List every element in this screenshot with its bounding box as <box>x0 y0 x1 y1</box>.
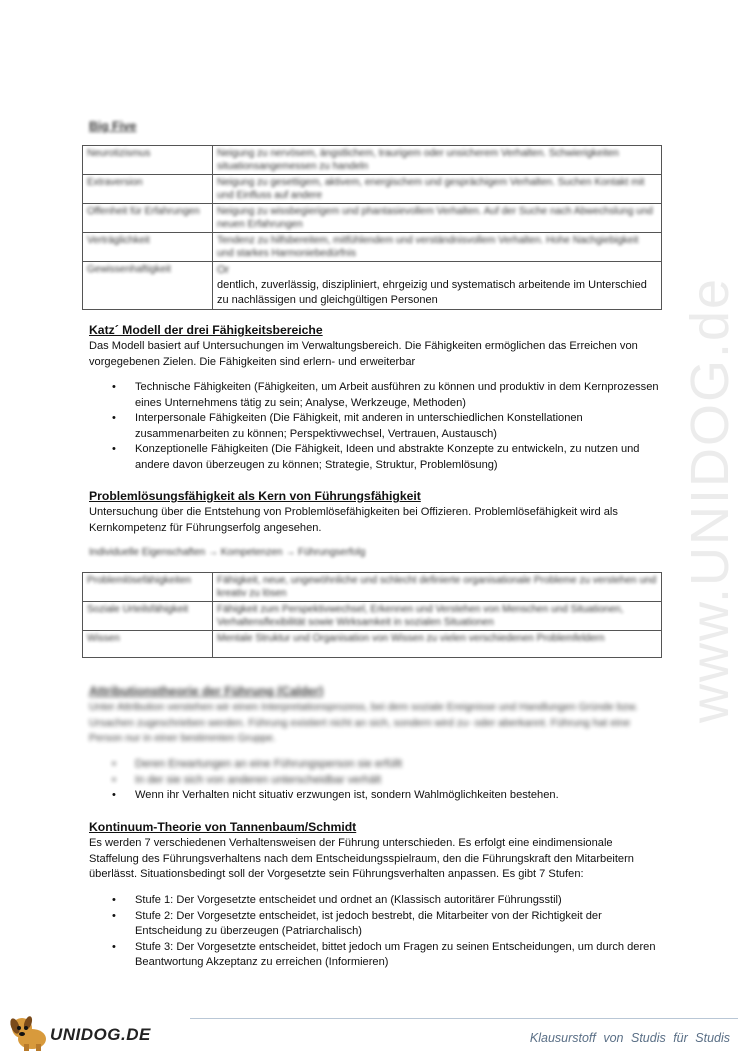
trait-text: Neigung zu wissbegierigem und phantasievollem Verhalten. Auf der Suche nach Abwechslung und neuen Erfahrungen <box>213 204 662 233</box>
problem-table <box>82 572 662 658</box>
list-item: • Konzeptionelle Fähigkeiten (Die Fähigkeit, Ideen und abstrakte Konzepte zu entwickeln, zu nutzen und andere davon überzeugen zu können; Strategie, Struktur, Problemlösung) <box>112 442 664 473</box>
table-row <box>83 631 662 658</box>
trait-label: Verträglichkeit <box>83 233 213 262</box>
table-row <box>83 175 662 204</box>
logo-text: UNIDOG.DE <box>50 1025 151 1044</box>
problem-heading: Problemlösungsfähigkeit als Kern von Führungsfähigkeit <box>89 489 421 503</box>
table-row <box>83 262 662 310</box>
trait-text: Neigung zu gesettigem, aktivem, energischem und gesprächigem Verhalten. Suchen Kontakt mit und Einfluss auf andere <box>213 175 662 204</box>
trait-text: Tendenz zu hilfsbereitem, mitfühlendem und verständnisvollem Verhalten. Hohe Nachgiebigkeit und starkes Harmoniebedürfnis <box>213 233 662 262</box>
list-item: • Stufe 1: Der Vorgesetzte entscheidet und ordnet an (Klassisch autoritärer Führungsstil) <box>112 893 664 909</box>
trait-label: Offenheit für Erfahrungen <box>83 204 213 233</box>
table-row <box>83 146 662 175</box>
trait-label: Extraversion <box>83 175 213 204</box>
list-item: • Stufe 3: Der Vorgesetzte entscheidet, bittet jedoch um Fragen zu seinen Entscheidungen, um durch deren Beantwortung Akzeptanz zu erreichen (Informieren) <box>112 940 664 971</box>
attribution-intro: Unter Attribution verstehen wir einen Interpretationsprozess, bei dem soziale Ereignisse und Handlungen Gründe bzw. Ursachen zugeschrieben werden. Führung existiert nicht an sich, sondern wird zu- oder aberkannt. Führung hat eine Person nur in einer bestimmten Gruppe. <box>89 701 638 745</box>
unidog-logo <box>8 1014 158 1054</box>
kontinuum-heading: Kontinuum-Theorie von Tannenbaum/Schmidt <box>89 820 357 834</box>
skill-label: Wissen <box>83 631 213 658</box>
trait-text-cell <box>213 262 662 310</box>
big-five-table <box>82 145 662 310</box>
table-row <box>83 573 662 602</box>
katz-list <box>112 380 664 474</box>
skill-text: Fähigkeit zum Perspektivwechsel, Erkennen und Verstehen von Menschen und Situationen, Verhaltensflexibilität sowie Wirksamkeit in sozialen Situationen <box>213 602 662 631</box>
watermark-text: www.UNIDOG.de <box>680 276 740 724</box>
attribution-heading: Attributionstheorie der Führung (Calder) <box>89 684 324 698</box>
list-item: • In der sie sich von anderen unterscheidbar verhält <box>112 773 664 789</box>
skill-text: Fähigkeit, neue, ungewöhnliche und schlecht definierte organisationale Probleme zu verstehen und kreativ zu lösen <box>213 573 662 602</box>
list-item: • Wenn ihr Verhalten nicht situativ erzwungen ist, sondern Wahlmöglichkeiten bestehen. <box>112 788 664 804</box>
attribution-list <box>112 757 664 804</box>
problem-flow: Individuelle Eigenschaften → Kompetenzen → Führungserfolg <box>89 547 366 558</box>
table-row <box>83 233 662 262</box>
dog-icon <box>8 1014 50 1052</box>
katz-heading: Katz´ Modell der drei Fähigkeitsbereiche <box>89 323 323 337</box>
table-row <box>83 602 662 631</box>
kontinuum-list <box>112 893 664 971</box>
big-five-heading: Big Five <box>89 119 137 133</box>
problem-intro: Untersuchung über die Entstehung von Problemlösefähigkeiten bei Offizieren. Problemlösefähigkeit wird als Kernkompetenz für Führungserfolg angesehen. <box>89 506 618 534</box>
trait-text: dentlich, zuverlässig, diszipliniert, ehrgeizig und systematisch arbeitende im Unterschied zu nachlässigen und gleichgültigen Personen <box>217 279 647 306</box>
trait-text-blurred: Or <box>217 264 230 276</box>
list-item: • Interpersonale Fähigkeiten (Die Fähigkeit, mit anderen in unterschiedlichen Konstellationen zusammenarbeiten zu können; Perspektivwechsel, Vertrauen, Austausch) <box>112 411 664 442</box>
footer-divider <box>190 1018 738 1019</box>
trait-label: Gewissenhaftigkeit <box>83 262 213 310</box>
table-row <box>83 204 662 233</box>
trait-text: Neigung zu nervösem, ängstlichem, traurigem oder unsicherem Verhalten. Schwierigkeiten situationsangemessen zu handeln <box>213 146 662 175</box>
list-item: • Technische Fähigkeiten (Fähigkeiten, um Arbeit ausführen zu können und produktiv in dem Kernprozessen eines Unternehmens tätig zu sein; Analyse, Werkzeuge, Methoden) <box>112 380 664 411</box>
list-item: • Deren Erwartungen an eine Führungsperson sie erfüllt <box>112 757 664 773</box>
kontinuum-intro: Es werden 7 verschiedenen Verhaltensweisen der Führung unterschieden. Es erfolgt eine eindimensionale Staffelung des Führungsverhaltens nach dem Entscheidungsspielraum, den die Führungskraft den Mitarbeitern überlässt. Situationsbedingt soll der Vorgesetzte sein Führungsverhalten anpassen. Es gibt 7 Stufen: <box>89 837 634 881</box>
trait-label: Neurotizismus <box>83 146 213 175</box>
list-item: • Stufe 2: Der Vorgesetzte entscheidet, ist jedoch bestrebt, die Mitarbeiter von der Richtigkeit der Entscheidung zu überzeugen (Patriarchalisch) <box>112 909 664 940</box>
skill-text: Mentale Struktur und Organisation von Wissen zu vielen verschiedenen Problemfeldern <box>213 631 662 658</box>
skill-label: Problemlösefähigkeiten <box>83 573 213 602</box>
skill-label: Soziale Urteilsfähigkeit <box>83 602 213 631</box>
footer-slogan: Klausurstoff von Studis für Studis <box>529 1031 730 1045</box>
katz-intro: Das Modell basiert auf Untersuchungen im Verwaltungsbereich. Die Fähigkeiten ermöglichen das Erreichen von vorgegebenen Zielen. Die Fähigkeiten sind erlern- und erweiterbar <box>89 340 638 368</box>
